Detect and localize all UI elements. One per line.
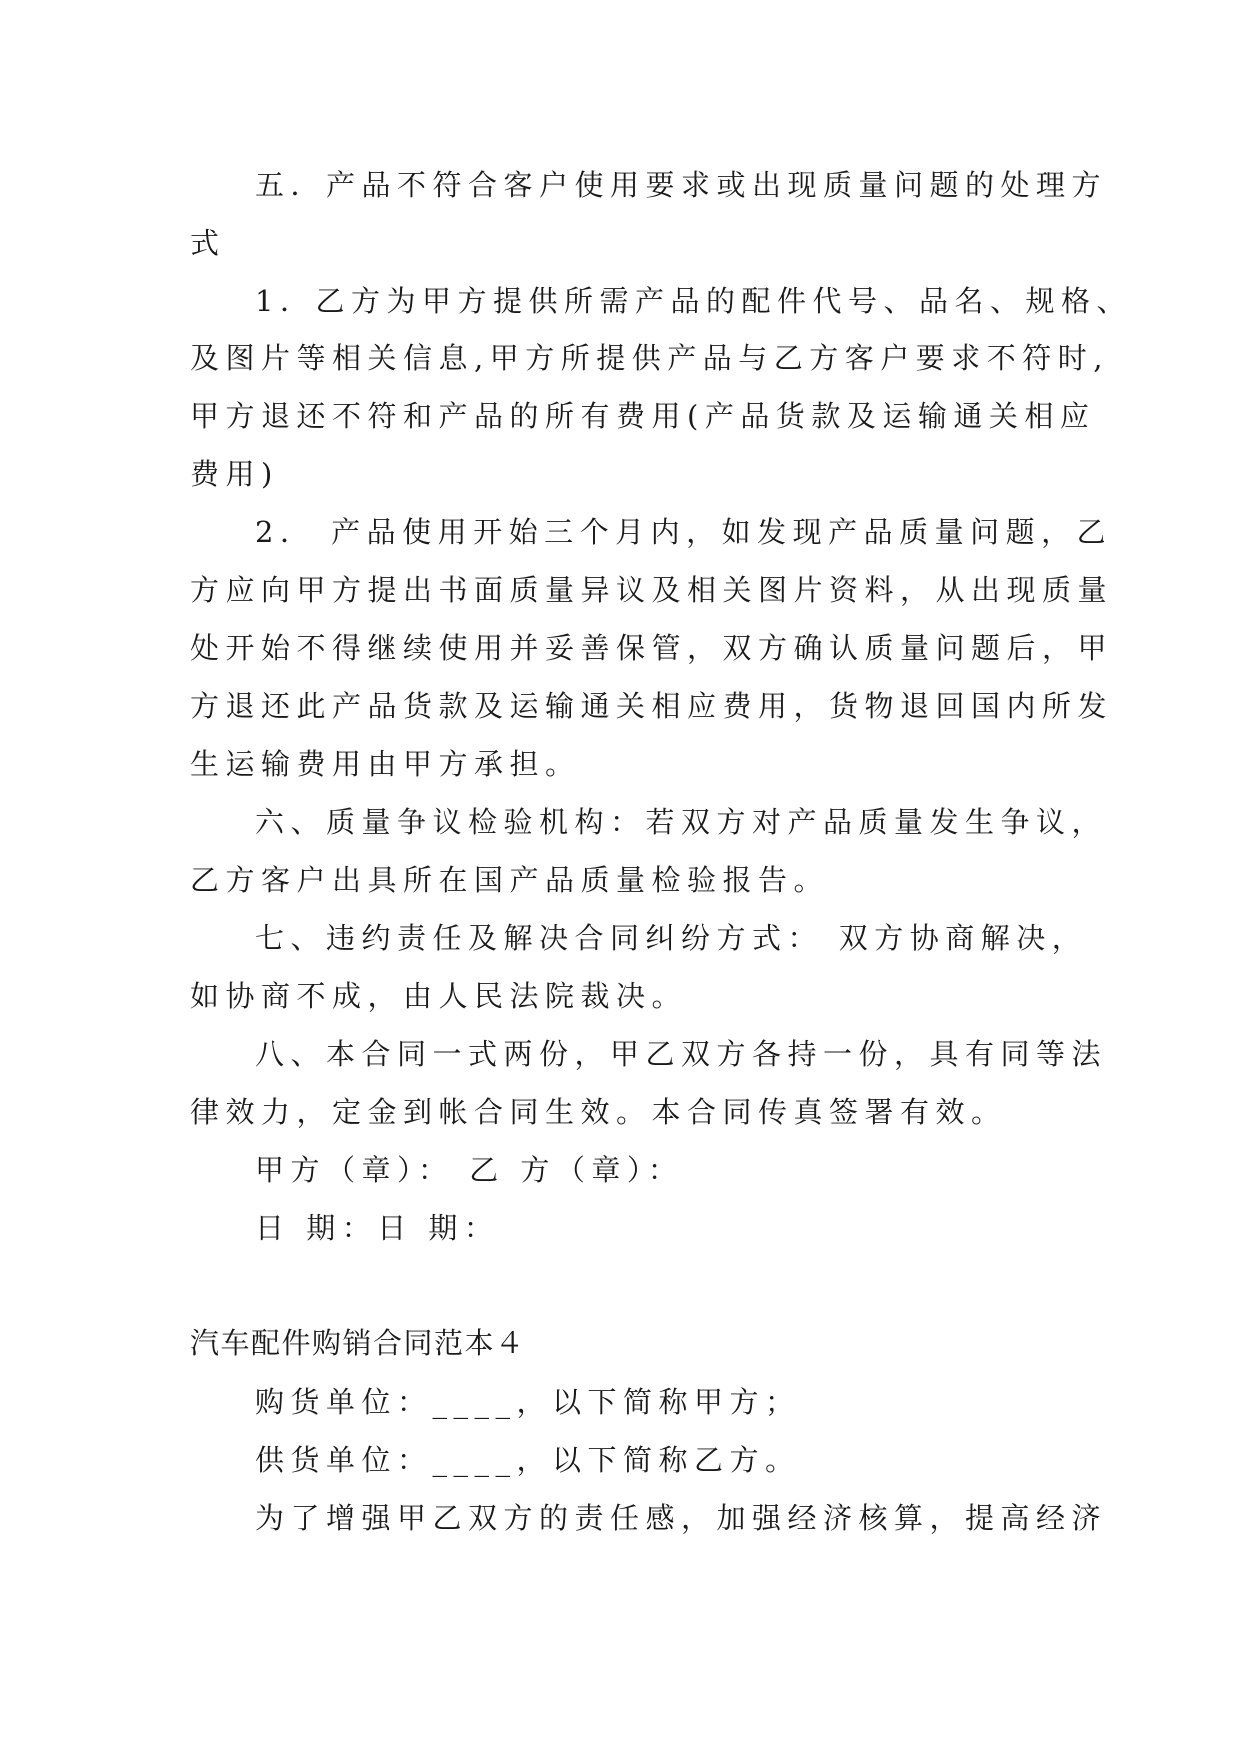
- clause-7-line-2: 如协商不成，由人民法院裁决。: [190, 979, 688, 1013]
- clause-5-2-line-5: 生运输费用由甲方承担。: [190, 747, 581, 781]
- clause-8-line-1: 八、本合同一式两份，甲乙双方各持一份，具有同等法: [255, 1037, 1108, 1071]
- clause-6-line-2: 乙方客户出具所在国产品质量检验报告。: [190, 863, 830, 897]
- clause-8-line-2: 律效力，定金到帐合同生效。本合同传真签署有效。: [190, 1095, 1007, 1129]
- buyer-unit-line: 购货单位：____，以下简称甲方；: [255, 1385, 801, 1419]
- clause-5-2-line-1: 2． 产品使用开始三个月内，如发现产品质量问题，乙: [255, 515, 1113, 549]
- clause-5-heading-line-2: 式: [190, 226, 226, 260]
- clause-6-line-1: 六、质量争议检验机构：若双方对产品质量发生争议，: [255, 805, 1108, 839]
- clause-5-2-line-3: 处开始不得继续使用并妥善保管，双方确认质量问题后，甲: [190, 631, 1114, 665]
- clause-5-1-line-4: 费用): [190, 457, 279, 491]
- signature-parties: 甲方（章）： 乙 方（章）：: [255, 1153, 684, 1187]
- clause-5-1-line-1: 1．乙方为甲方提供所需产品的配件代号、品名、规格、: [255, 284, 1132, 318]
- clause-7-line-1: 七、违约责任及解决合同纠纷方式： 双方协商解决，: [255, 921, 1088, 955]
- clause-5-heading-line-1: 五．产品不符合客户使用要求或出现质量问题的处理方: [255, 168, 1108, 202]
- section-title: 汽车配件购销合同范本４: [190, 1326, 526, 1360]
- preamble-line-1: 为了增强甲乙双方的责任感，加强经济核算，提高经济: [255, 1501, 1108, 1535]
- clause-5-1-line-3: 甲方退还不符和产品的所有费用(产品货款及运输通关相应: [190, 399, 1096, 433]
- clause-5-1-line-2: 及图片等相关信息,甲方所提供产品与乙方客户要求不符时,: [190, 341, 1109, 375]
- signature-dates: 日 期：日 期：: [255, 1211, 500, 1245]
- supplier-unit-line: 供货单位：____，以下简称乙方。: [255, 1443, 801, 1477]
- clause-5-2-line-4: 方退还此产品货款及运输通关相应费用，货物退回国内所发: [190, 689, 1114, 723]
- clause-5-2-line-2: 方应向甲方提出书面质量异议及相关图片资料，从出现质量: [190, 573, 1114, 607]
